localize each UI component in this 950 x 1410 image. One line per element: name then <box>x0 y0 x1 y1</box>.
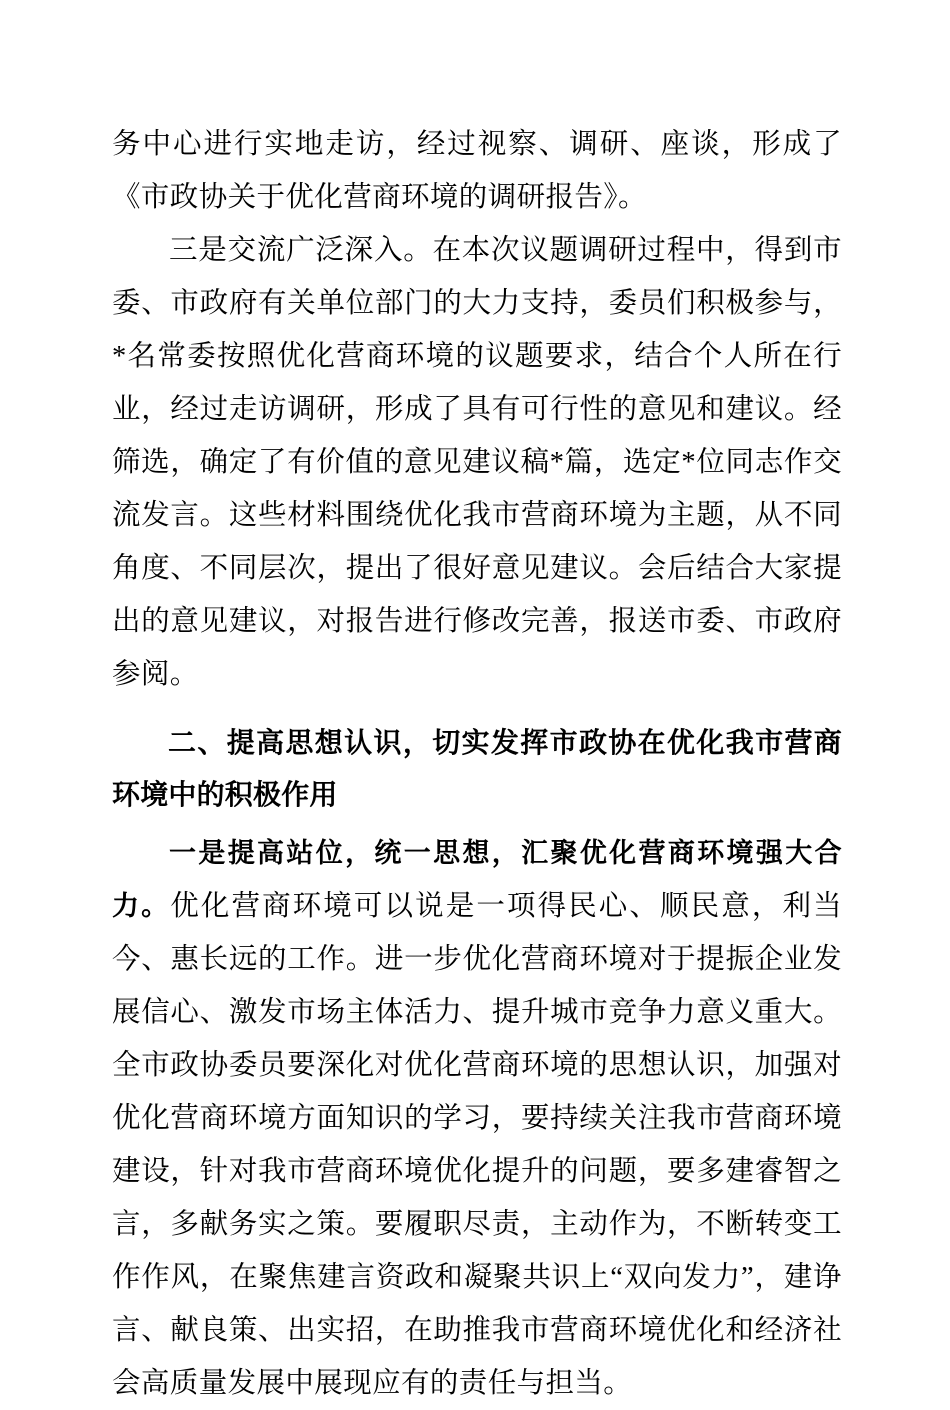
paragraph-first-point <box>112 827 842 1410</box>
paragraph-first-point-lead: 一是提高站位，统一思想，汇聚优化营商环境强大合力。 <box>112 838 842 922</box>
paragraph-third-point: 三是交流广泛深入。在本次议题调研过程中，得到市委、市政府有关单位部门的大力支持，委员们积极参与，*名常委按照优化营商环境的议题要求，结合个人所在行业，经过走访调研，形成了具有可行性的意见和建议。经筛选，确定了有价值的意见建议稿*篇，选定*位同志作交流发言。这些材料围绕优化我市营商环境为主题，从不同角度、不同层次，提出了很好意见建议。会后结合大家提出的意见建议，对报告进行修改完善，报送市委、市政府参阅。 <box>112 235 842 690</box>
heading-section-two: 二、提高思想认识，切实发挥市政协在优化我市营商环境中的积极作用 <box>112 726 842 811</box>
document-body <box>112 118 842 1410</box>
paragraph-continued: 务中心进行实地走访，经过视察、调研、座谈，形成了《市政协关于优化营商环境的调研报告》。 <box>112 129 842 213</box>
paragraph-first-point-text: 优化营商环境可以说是一项得民心、顺民意，利当今、惠长远的工作。进一步优化营商环境对于提振企业发展信心、激发市场主体活力、提升城市竞争力意义重大。全市政协委员要深化对优化营商环境的思想认识，加强对优化营商环境方面知识的学习，要持续关注我市营商环境建设，针对我市营商环境优化提升的问题，要多建睿智之言，多献务实之策。要履职尽责，主动作为，不断转变工作作风，在聚焦建言资政和凝聚共识上“双向发力”，建诤言、献良策、出实招，在助推我市营商环境优化和经济社会高质量发展中展现应有的责任与担当。 <box>112 891 842 1399</box>
